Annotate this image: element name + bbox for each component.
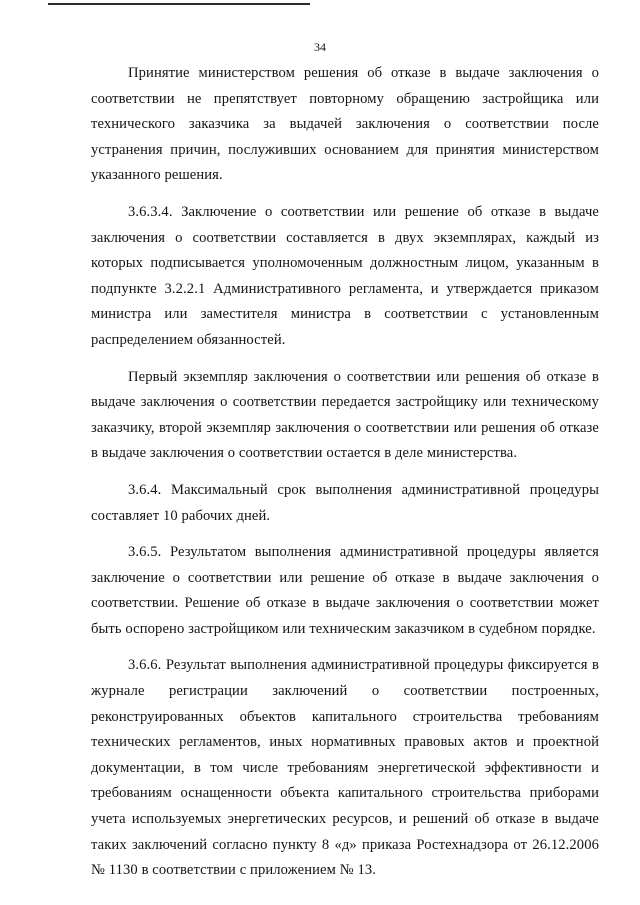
page-number: 34 [314,40,326,54]
paragraph-3-6-4: 3.6.4. Максимальный срок выполнения административной процедуры составляет 10 рабочих дней. [91,481,599,524]
paragraph-3-6-5: 3.6.5. Результатом выполнения административной процедуры является заключение о соответствии или решение об отказе в выдаче заключения о соответствии. Решение об отказе в выдаче заключения о соответствии может быть оспорено застройщиком или техническим заказчиком в судебном порядке. [91,544,599,637]
document-body [91,61,599,884]
paragraph-copies-distribution: Первый экземпляр заключения о соответствии или решения об отказе в выдаче заключения о соответствии передается застройщику или техническому заказчику, второй экземпляр заключения о соответствии или решения об отказе в выдаче заключения о соответствии остается в деле министерства. [91,368,599,462]
paragraph-refusal-not-preventing-reapplication: Принятие министерством решения об отказе в выдаче заключения о соответствии не препятствует повторному обращению застройщика или технического заказчика за выдачей заключения о соответствии после устранения причин, послуживших основанием для принятия министерством указанного решения. [91,65,599,184]
top-rule [48,3,310,5]
paragraph-3-6-3-4: 3.6.3.4. Заключение о соответствии или решение об отказе в выдаче заключения о соответствии составляется в двух экземплярах, каждый из которых подписывается уполномоченным должностным лицом, указанным в подпункте 3.2.2.1 Административного регламента, и утверждается приказом министра или заместителя министра в соответствии с установленным распределением обязанностей. [91,203,599,348]
paragraph-3-6-6: 3.6.6. Результат выполнения административной процедуры фиксируется в журнале регистрации заключений о соответствии построенных, реконструированных объектов капитального строительства требованиям технических регламентов, иных нормативных правовых актов и проектной документации, в том числе требованиям энергетической эффективности и требованиям оснащенности объекта капитального строительства приборами учета используемых энергетических ресурсов, и решений об отказе в выдаче таких заключений согласно пункту 8 «д» приказа Ростехнадзора от 26.12.2006 № 1130 в соответствии с приложением № 13. [91,657,599,879]
